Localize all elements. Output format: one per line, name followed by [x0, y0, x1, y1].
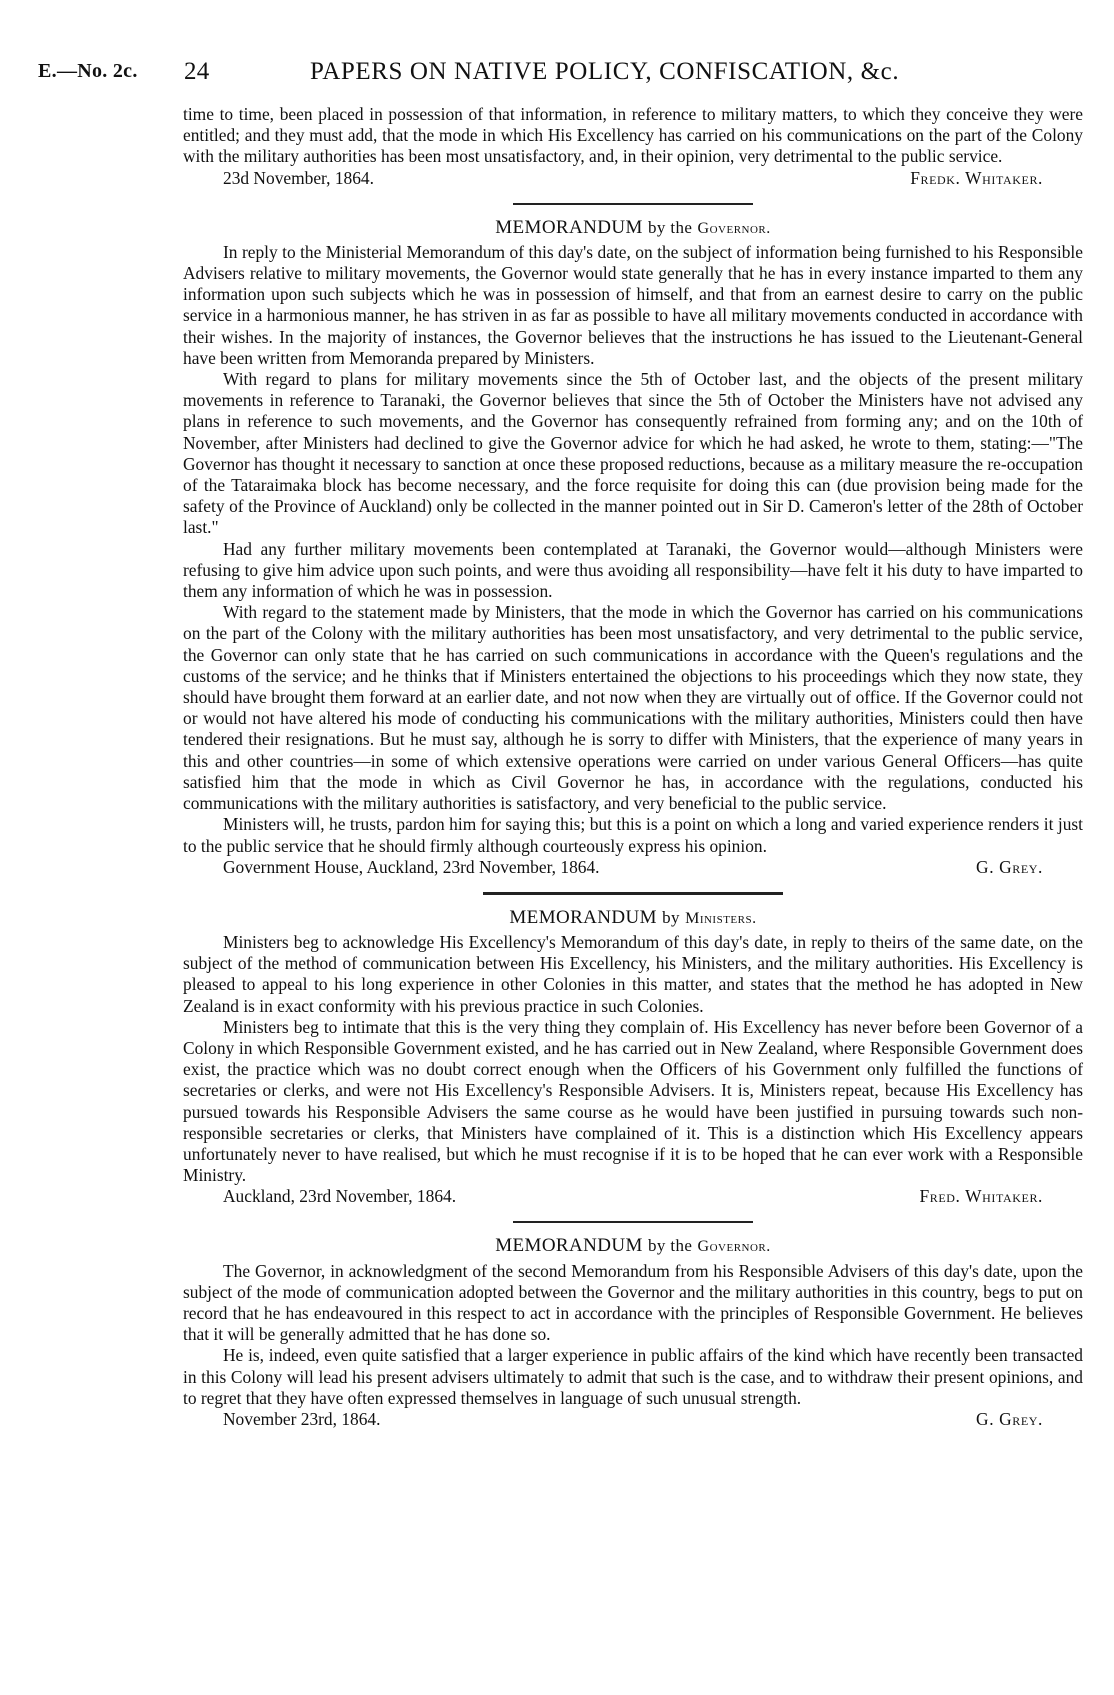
paragraph: Had any further military movements been contemplated at Taranaki, the Governor would—although Ministers were refusing to give him advice upon such points, and were thus avoiding all responsibility—have felt it his duty to have imparted to them any information of which he was in possession.: [183, 538, 1083, 602]
memo-date: 23d November, 1864.: [223, 167, 374, 188]
memo-signer: Fredk. Whitaker.: [910, 167, 1043, 188]
paragraph: He is, indeed, even quite satisfied that a larger experience in public affairs of the kind which have recently been transacted in this Colony will lead his present advisers ultimately to admit that such is the case, and to withdraw their present opinions, and to regret that they have often expressed themselves in language of such unusual strength.: [183, 1345, 1083, 1408]
memo-heading: [183, 1235, 1083, 1257]
memo-heading-by: by the: [647, 217, 693, 237]
memo-heading-title: MEMORANDUM: [495, 216, 643, 238]
memo-date: Auckland, 23rd November, 1864.: [223, 1186, 457, 1207]
page-number: 24: [184, 58, 210, 85]
document-reference: E.—No. 2c.: [38, 60, 138, 82]
section-divider: [513, 1221, 753, 1223]
signature-line: [183, 1186, 1083, 1207]
running-header: [38, 58, 1084, 88]
section-divider: [513, 203, 753, 205]
memorandum-governor-1: [183, 217, 1083, 878]
memo-signer: Fred. Whitaker.: [919, 1186, 1043, 1207]
signature-line: [183, 1409, 1083, 1430]
paragraph: With regard to the statement made by Ministers, that the mode in which the Governor has carried on his communications on the part of the Colony with the military authorities has been most unsatisfactory, and very detrimental to the public service, the Governor can only state that he has carried on such communications in accordance with the Queen's regulations and the customs of the service; and he thinks that if Ministers entertained the objections to his proceedings which they now state, they should have brought them forward at an earlier date, and not now when they are virtually out of office. If the Governor could not or would not have altered his mode of conducting his communications with the military authorities, Ministers could then have tendered their resignations. But he must say, although he is sorry to differ with Ministers, that the experience of many years in this and other countries—in some of which extensive operations were carried on under various General Officers—has quite satisfied him that the mode in which as Civil Governor he has, in accordance with the regulations, conducted his communications with the military authorities is satisfactory, and very beneficial to the public service.: [183, 602, 1083, 814]
memo-heading-title: MEMORANDUM: [509, 906, 657, 928]
memo-heading: [183, 217, 1083, 239]
memo-date: Government House, Auckland, 23rd November, 1864.: [223, 856, 600, 877]
memorandum-continuation: [183, 104, 1083, 189]
memo-heading-author: Governor.: [697, 219, 771, 237]
memo-signer: G. Grey.: [976, 1408, 1043, 1429]
signature-line: [183, 168, 1083, 189]
memo-date: November 23rd, 1864.: [223, 1408, 381, 1429]
paragraph: The Governor, in acknowledgment of the second Memorandum from his Responsible Advisers of this day's date, upon the subject of the mode of communication adopted between the Governor and the military authorities in this country, begs to put on record that he has endeavoured in this respect to act in accordance with the principles of Responsible Government. He believes that it will be generally admitted that he has done so.: [183, 1260, 1083, 1345]
memo-heading-title: MEMORANDUM: [495, 1235, 643, 1257]
page-body: [183, 104, 1083, 1430]
running-title: PAPERS ON NATIVE POLICY, CONFISCATION, &c.: [310, 58, 900, 85]
memorandum-governor-2: [183, 1235, 1083, 1430]
memo-heading-author: Governor.: [697, 1238, 771, 1256]
memo-heading: [183, 907, 1083, 929]
paragraph: With regard to plans for military movements since the 5th of October last, and the objects of the present military movements in reference to Taranaki, the Governor believes that since the 5th of October the Ministers have not advised any plans in reference to such movements, and the Governor has consequently refrained from forming any; and on the 10th of November, after Ministers had declined to give the Governor advice for which he had asked, he wrote to them, stating:—"The Governor has thought it necessary to sanction at once these proposed reductions, because as a military measure the re-occupation of the Tataraimaka block has become necessary, and the force requisite for doing this can (due provision being made for the safety of the Province of Auckland) only be collected in the manner pointed out in Sir D. Cameron's letter of the 28th of October last.": [183, 369, 1083, 538]
paragraph: Ministers beg to acknowledge His Excellency's Memorandum of this day's date, in reply to theirs of the same date, on the subject of the method of communication between His Excellency, his Ministers, and the military authorities. His Excellency is pleased to appeal to his long experience in other Colonies in this matter, and states that the method he has adopted in New Zealand is in exact conformity with his previous practice in such Colonies.: [183, 931, 1083, 1016]
paragraph: Ministers will, he trusts, pardon him for saying this; but this is a point on which a long and varied experience renders it just to the public service that he should firmly although courteously express his opinion.: [183, 814, 1083, 856]
signature-line: [183, 857, 1083, 878]
paragraph: Ministers beg to intimate that this is the very thing they complain of. His Excellency has never before been Governor of a Colony in which Responsible Government existed, and he has carried out in New Zealand, where Responsible Government does exist, the practice which was no doubt correct enough when the Officers of his Government only fulfilled the functions of secretaries or clerks, and were not His Excellency's Responsible Advisers. It is, Ministers repeat, because His Excellency has pursued towards his Responsible Advisers the same course as he would have been justified in pursuing towards such non-responsible secretaries or clerks, that Ministers have complained of it. This is a distinction which His Excellency appears unfortunately never to have realised, but which he must recognise if it is to be hoped that he can ever work with a Responsible Ministry.: [183, 1016, 1083, 1186]
paragraph: time to time, been placed in possession of that information, in reference to military matters, to which they conceive they were entitled; and they must add, that the mode in which His Excellency has carried on his communications on the part of the Colony with the military authorities has been most unsatisfactory, and, in their opinion, very detrimental to the public service.: [183, 104, 1083, 167]
section-divider: [483, 892, 783, 895]
memorandum-ministers: [183, 907, 1083, 1208]
memo-signer: G. Grey.: [976, 856, 1043, 877]
memo-heading-by: by: [662, 907, 680, 927]
paragraph: In reply to the Ministerial Memorandum of this day's date, on the subject of information being furnished to his Responsible Advisers relative to military movements, the Governor would state generally that he has in every instance imparted to them any information upon such subjects which he was in possession of himself, and that from an earnest desire to carry on the public service in a harmonious manner, he has striven in as far as possible to have all military movements conducted in accordance with their wishes. In the majority of instances, the Governor believes that the instructions he has issued to the Lieutenant-General have been written from Memoranda prepared by Ministers.: [183, 241, 1083, 368]
memo-heading-author: Ministers.: [685, 909, 757, 927]
memo-heading-by: by the: [647, 1236, 693, 1256]
